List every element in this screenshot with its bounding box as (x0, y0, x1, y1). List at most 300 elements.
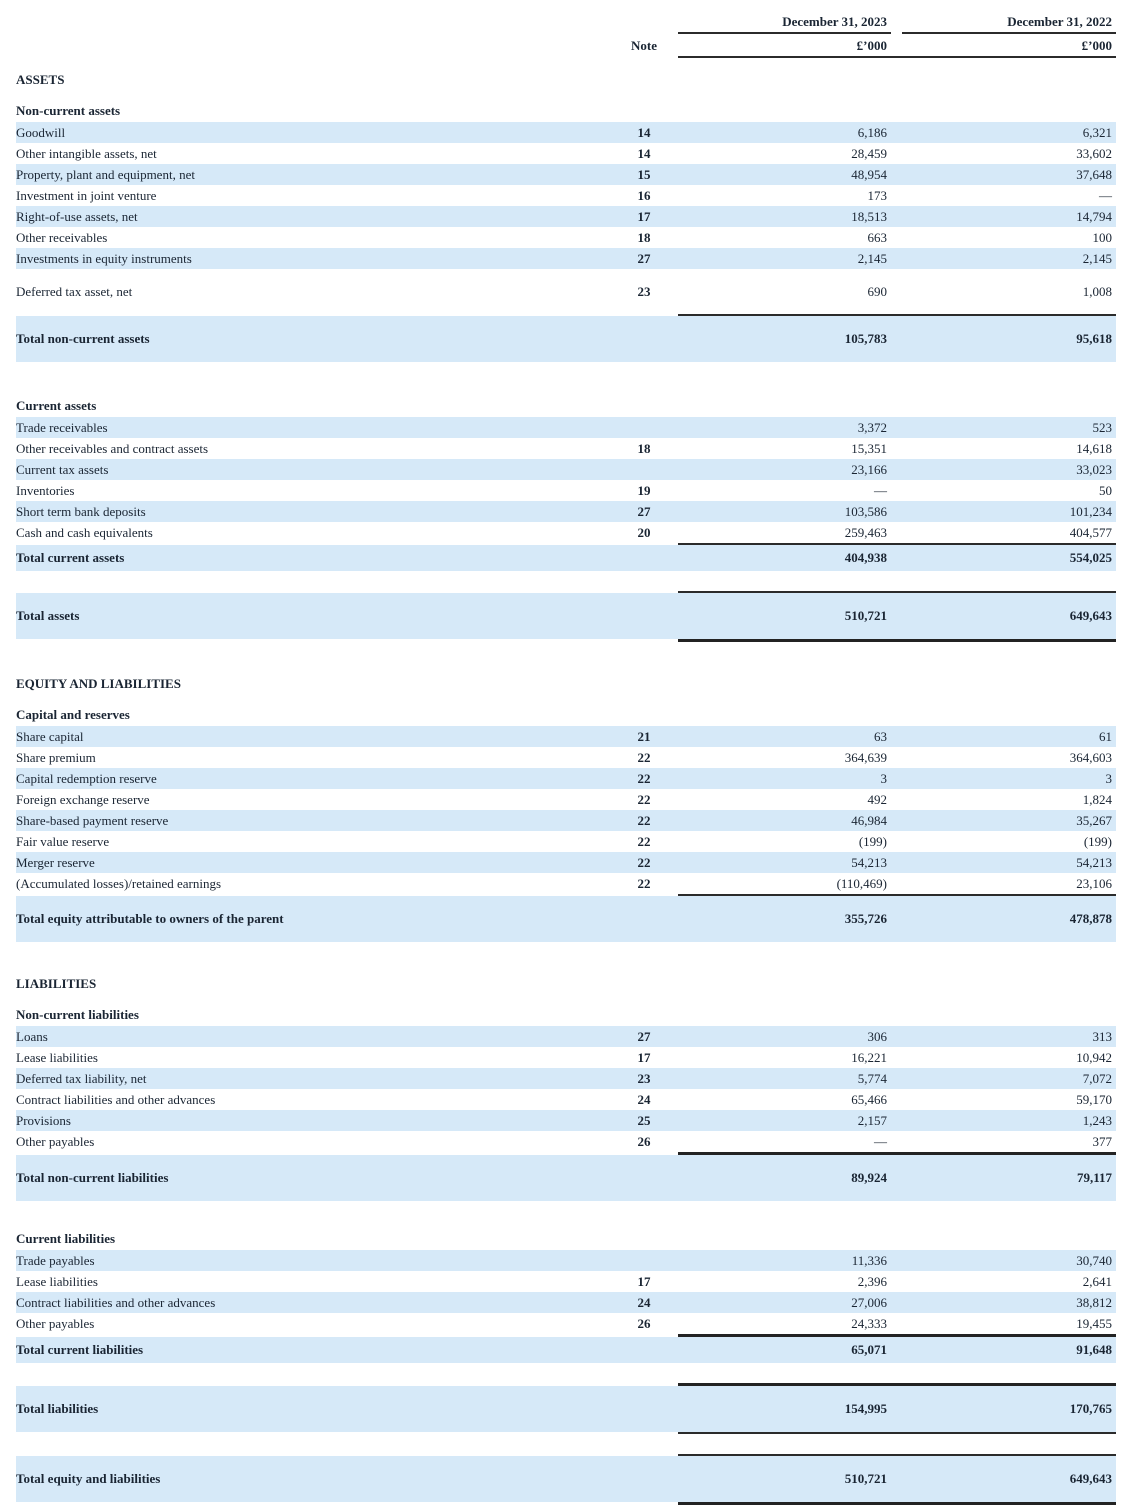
value-2023 (678, 834, 891, 850)
total-label (16, 911, 678, 927)
table-row (16, 164, 1116, 185)
value-2022-text: 35,267 (1076, 812, 1112, 828)
spacer-row (16, 642, 1116, 662)
table-row (16, 1089, 1116, 1110)
note-cell-text: 20 (637, 524, 651, 540)
table-row (16, 417, 1116, 438)
value-2023-text: 89,924 (851, 1170, 887, 1185)
table-row (16, 1026, 1116, 1047)
subsection-header (16, 388, 1116, 417)
row-label (16, 483, 610, 499)
total-row (16, 1386, 1116, 1432)
value-2023-text: 16,221 (851, 1049, 887, 1065)
note-cell-text: 22 (637, 854, 651, 870)
value-2023 (678, 855, 891, 871)
value-2022 (902, 1316, 1116, 1332)
section-title (16, 72, 1116, 88)
value-2023-text: 3,372 (857, 419, 887, 435)
row-label-text: Right-of-use assets, net (16, 208, 138, 224)
row-label (16, 855, 610, 871)
value-2022 (902, 1253, 1116, 1269)
total-label (16, 1342, 678, 1358)
note-cell-text: 19 (637, 482, 651, 498)
note-cell-text: 17 (637, 1273, 651, 1289)
value-2022 (902, 209, 1116, 225)
value-2022-text: 478,878 (1069, 911, 1112, 926)
note-cell-text: 26 (637, 1133, 651, 1149)
value-2022-text: 649,643 (1069, 1471, 1112, 1486)
note-cell-text: 24 (637, 1294, 651, 1310)
value-2023-text: 404,938 (844, 550, 887, 565)
value-2022 (902, 483, 1116, 499)
value-2023-text: 663 (867, 229, 887, 245)
row-label (16, 1295, 610, 1311)
value-2022 (902, 729, 1116, 745)
balance-sheet-rows (16, 58, 1116, 1505)
value-2023 (678, 771, 891, 787)
note-cell-text: 14 (637, 145, 651, 161)
value-2022-text: 554,025 (1069, 550, 1112, 565)
note-cell (610, 855, 678, 871)
value-2022-text: 33,023 (1076, 461, 1112, 477)
table-row (16, 1131, 1116, 1152)
note-column-header-label: Note (631, 38, 657, 53)
total-label-text: Total non-current assets (16, 331, 150, 346)
section-title-text: LIABILITIES (16, 976, 97, 991)
section-title-text: Non-current liabilities (16, 1007, 139, 1022)
table-row (16, 789, 1116, 810)
note-cell (610, 813, 678, 829)
unit-header-2022 (902, 38, 1116, 56)
note-cell (610, 504, 678, 520)
row-label-text: Investments in equity instruments (16, 250, 192, 266)
row-label-text: Other receivables and contract assets (16, 440, 209, 456)
total-row (16, 316, 1116, 362)
total-label (16, 331, 678, 347)
value-2022 (902, 876, 1116, 892)
horizontal-rule (678, 1432, 1116, 1434)
value-2023 (678, 1401, 891, 1417)
value-2022-text: 1,243 (1082, 1112, 1112, 1128)
table-row (16, 1047, 1116, 1068)
section-title (16, 707, 1116, 723)
column-header-2023-label: December 31, 2023 (782, 14, 887, 29)
value-2023-text: — (874, 482, 887, 498)
value-2023-text: 690 (867, 283, 887, 299)
note-cell-text: 27 (637, 1028, 651, 1044)
row-label (16, 1134, 610, 1150)
note-cell-text: 22 (637, 791, 651, 807)
horizontal-rule (678, 591, 1116, 593)
note-cell (610, 125, 678, 141)
note-cell (610, 1092, 678, 1108)
value-2023-text: (199) (858, 833, 887, 849)
table-row (16, 726, 1116, 747)
row-label-text: Contract liabilities and other advances (16, 1294, 216, 1310)
value-2022-text: 649,643 (1069, 608, 1112, 623)
value-2023 (678, 1113, 891, 1129)
total-row (16, 896, 1116, 942)
table-row (16, 873, 1116, 894)
value-2023-text: 23,166 (851, 461, 887, 477)
note-cell-text: 18 (637, 440, 651, 456)
note-cell (610, 167, 678, 183)
note-cell-text: 17 (637, 208, 651, 224)
value-2023 (678, 792, 891, 808)
value-2022-text: 79,117 (1076, 1170, 1112, 1185)
note-cell-text: 16 (637, 187, 651, 203)
value-2022 (902, 1471, 1116, 1487)
value-2022-text: 7,072 (1082, 1070, 1112, 1086)
value-2023 (678, 1274, 891, 1290)
value-2022-text: 33,602 (1076, 145, 1112, 161)
value-2022-text: 61 (1099, 728, 1112, 744)
note-cell (610, 729, 678, 745)
horizontal-rule (678, 894, 1116, 896)
value-2023 (678, 1170, 891, 1186)
row-label-text: Share capital (16, 728, 84, 744)
unit-label-2022: £’000 (1081, 38, 1112, 53)
row-label (16, 525, 610, 541)
row-label (16, 462, 610, 478)
total-label (16, 550, 678, 566)
spacer-row (16, 269, 1116, 281)
note-cell (610, 146, 678, 162)
row-label-text: Current tax assets (16, 461, 109, 477)
section-title (16, 976, 1116, 992)
subsection-header (16, 93, 1116, 122)
value-2023-text: (110,469) (836, 875, 887, 891)
section-title-text: Non-current assets (16, 103, 121, 118)
spacer-row (16, 1434, 1116, 1454)
value-2022-text: 100 (1092, 229, 1112, 245)
row-label-text: Other intangible assets, net (16, 145, 157, 161)
table-row (16, 281, 1116, 302)
value-2022 (902, 167, 1116, 183)
row-label (16, 1050, 610, 1066)
row-label-text: Lease liabilities (16, 1049, 98, 1065)
value-2023-text: 2,145 (857, 250, 887, 266)
value-2022 (902, 608, 1116, 624)
unit-label-2023: £’000 (856, 38, 887, 53)
value-2023 (678, 441, 891, 457)
note-cell (610, 188, 678, 204)
value-2022-text: 30,740 (1076, 1252, 1112, 1268)
column-header-2022 (902, 14, 1116, 34)
row-label-text: Provisions (16, 1112, 71, 1128)
row-label (16, 188, 610, 204)
note-cell (610, 750, 678, 766)
row-label (16, 504, 610, 520)
value-2023-text: 306 (867, 1028, 887, 1044)
row-label-text: Loans (16, 1028, 48, 1044)
table-header (16, 8, 1116, 58)
value-2022 (902, 462, 1116, 478)
unit-header-2023 (678, 38, 891, 56)
value-2023 (678, 1029, 891, 1045)
value-2022-text: (199) (1083, 833, 1112, 849)
row-label-text: Short term bank deposits (16, 503, 146, 519)
value-2023-text: 15,351 (851, 440, 887, 456)
value-2022-text: 313 (1092, 1028, 1112, 1044)
value-2022 (902, 834, 1116, 850)
value-2022-text: 3 (1105, 770, 1112, 786)
value-2022 (902, 1050, 1116, 1066)
section-title-text: EQUITY AND LIABILITIES (16, 676, 181, 691)
value-2023 (678, 876, 891, 892)
note-cell-text: 22 (637, 875, 651, 891)
table-row (16, 143, 1116, 164)
value-2023-text: 492 (867, 791, 887, 807)
row-label (16, 441, 610, 457)
note-cell (610, 230, 678, 246)
value-2023-text: 28,459 (851, 145, 887, 161)
value-2022 (902, 1295, 1116, 1311)
value-2023 (678, 1071, 891, 1087)
value-2023-text: 54,213 (851, 854, 887, 870)
value-2023 (678, 1253, 891, 1269)
note-cell-text: 18 (637, 229, 651, 245)
table-row (16, 122, 1116, 143)
value-2023 (678, 251, 891, 267)
total-label-text: Total non-current liabilities (16, 1170, 169, 1185)
total-label (16, 608, 678, 624)
row-label (16, 1092, 610, 1108)
note-cell (610, 1274, 678, 1290)
row-label (16, 771, 610, 787)
table-row (16, 438, 1116, 459)
value-2022-text: 1,824 (1082, 791, 1112, 807)
row-label (16, 167, 610, 183)
value-2022 (902, 750, 1116, 766)
subsection-header (16, 997, 1116, 1026)
value-2023 (678, 420, 891, 436)
value-2023 (678, 209, 891, 225)
table-row (16, 1110, 1116, 1131)
value-2023-text: 173 (867, 187, 887, 203)
row-label (16, 792, 610, 808)
row-label-text: Investment in joint venture (16, 187, 157, 203)
note-cell-text: 25 (637, 1112, 651, 1128)
value-2022 (902, 813, 1116, 829)
value-2023-text: 11,336 (851, 1252, 887, 1268)
row-label (16, 1071, 610, 1087)
row-label (16, 420, 610, 436)
note-cell (610, 209, 678, 225)
value-2022 (902, 1071, 1116, 1087)
value-2023 (678, 284, 891, 300)
value-2023 (678, 813, 891, 829)
value-2023-text: 18,513 (851, 208, 887, 224)
row-label (16, 125, 610, 141)
table-row (16, 1068, 1116, 1089)
value-2023 (678, 188, 891, 204)
value-2022 (902, 1113, 1116, 1129)
spacer-row (16, 571, 1116, 591)
note-cell (610, 1071, 678, 1087)
table-row (16, 747, 1116, 768)
value-2022-text: 59,170 (1076, 1091, 1112, 1107)
note-cell-text: 21 (637, 728, 651, 744)
value-2023 (678, 608, 891, 624)
value-2023-text: 46,984 (851, 812, 887, 828)
row-label (16, 813, 610, 829)
note-cell (610, 525, 678, 541)
row-label-text: Trade payables (16, 1252, 95, 1268)
value-2023-text: 103,586 (844, 503, 887, 519)
note-cell-text: 17 (637, 1049, 651, 1065)
value-2023-text: 63 (874, 728, 887, 744)
value-2022 (902, 146, 1116, 162)
value-2023 (678, 729, 891, 745)
value-2023-text: 65,071 (851, 1342, 887, 1357)
note-cell (610, 792, 678, 808)
total-row (16, 593, 1116, 639)
spacer-row (16, 1201, 1116, 1221)
spacer-row (16, 1363, 1116, 1383)
spacer-row (16, 942, 1116, 962)
total-row (16, 1155, 1116, 1201)
horizontal-rule (678, 314, 1116, 316)
value-2022-text: 54,213 (1076, 854, 1112, 870)
table-row (16, 480, 1116, 501)
value-2022-text: 6,321 (1082, 124, 1112, 140)
section-title (16, 398, 1116, 414)
row-label (16, 146, 610, 162)
value-2023-text: 48,954 (851, 166, 887, 182)
value-2023-text: 2,157 (857, 1112, 887, 1128)
table-row (16, 227, 1116, 248)
row-label-text: (Accumulated losses)/retained earnings (16, 875, 222, 891)
row-label (16, 1113, 610, 1129)
row-label-text: Foreign exchange reserve (16, 791, 150, 807)
value-2022 (902, 1029, 1116, 1045)
value-2022-text: 23,106 (1076, 875, 1112, 891)
value-2023 (678, 525, 891, 541)
row-label (16, 1029, 610, 1045)
row-label-text: Share premium (16, 749, 96, 765)
table-row (16, 501, 1116, 522)
value-2022-text: 2,641 (1082, 1273, 1112, 1289)
value-2023 (678, 550, 891, 566)
section-title-text: Current liabilities (16, 1231, 116, 1246)
table-row (16, 1271, 1116, 1292)
value-2023 (678, 1134, 891, 1150)
value-2022-text: 101,234 (1069, 503, 1112, 519)
horizontal-rule (678, 639, 1116, 642)
note-cell (610, 1113, 678, 1129)
value-2022 (902, 1092, 1116, 1108)
table-row (16, 1313, 1116, 1334)
total-row (16, 1337, 1116, 1363)
row-label-text: Capital redemption reserve (16, 770, 157, 786)
value-2022 (902, 855, 1116, 871)
note-cell-text: 27 (637, 503, 651, 519)
section-title-text: ASSETS (16, 72, 65, 87)
value-2022-text: 2,145 (1082, 250, 1112, 266)
spacer-row (16, 362, 1116, 388)
value-2022 (902, 441, 1116, 457)
total-label-text: Total current liabilities (16, 1342, 144, 1357)
value-2023-text: 510,721 (844, 1471, 887, 1486)
note-cell (610, 251, 678, 267)
section-title (16, 1231, 1116, 1247)
value-2023 (678, 167, 891, 183)
value-2022 (902, 1274, 1116, 1290)
row-label (16, 750, 610, 766)
value-2023 (678, 1050, 891, 1066)
row-label (16, 1253, 610, 1269)
table-row (16, 768, 1116, 789)
section-header (16, 962, 1116, 997)
value-2023-text: 364,639 (844, 749, 887, 765)
value-2022-text: 1,008 (1082, 283, 1112, 299)
value-2022 (902, 251, 1116, 267)
note-cell (610, 483, 678, 499)
total-label-text: Total assets (16, 608, 80, 623)
table-row (16, 1250, 1116, 1271)
note-cell (610, 1050, 678, 1066)
note-cell-text: 22 (637, 770, 651, 786)
value-2023 (678, 125, 891, 141)
value-2023-text: 2,396 (857, 1273, 887, 1289)
value-2023 (678, 483, 891, 499)
row-label-text: Goodwill (16, 124, 66, 140)
row-label-text: Inventories (16, 482, 75, 498)
value-2023 (678, 230, 891, 246)
note-cell (610, 834, 678, 850)
value-2022-text: 523 (1092, 419, 1112, 435)
value-2022-text: 10,942 (1076, 1049, 1112, 1065)
value-2023-text: 510,721 (844, 608, 887, 623)
row-label-text: Deferred tax liability, net (16, 1070, 147, 1086)
subsection-header (16, 697, 1116, 726)
section-title-text: Capital and reserves (16, 707, 130, 722)
total-label-text: Total current assets (16, 550, 125, 565)
subsection-header (16, 1221, 1116, 1250)
value-2022 (902, 188, 1116, 204)
value-2022-text: 404,577 (1069, 524, 1112, 540)
value-2023-text: 6,186 (857, 124, 887, 140)
value-2023 (678, 1471, 891, 1487)
horizontal-rule (678, 1383, 1116, 1386)
total-row (16, 1456, 1116, 1502)
table-row (16, 185, 1116, 206)
table-row (16, 206, 1116, 227)
note-cell-text: 14 (637, 124, 651, 140)
note-cell (610, 441, 678, 457)
note-cell-text: 24 (637, 1091, 651, 1107)
row-label (16, 230, 610, 246)
value-2022-text: 377 (1092, 1133, 1112, 1149)
row-label (16, 284, 610, 300)
row-label-text: Merger reserve (16, 854, 95, 870)
note-cell-text: 22 (637, 749, 651, 765)
value-2023-text: — (874, 1133, 887, 1149)
value-2023 (678, 462, 891, 478)
value-2023-text: 65,466 (851, 1091, 887, 1107)
row-label-text: Cash and cash equivalents (16, 524, 153, 540)
note-cell (610, 876, 678, 892)
column-header-2022-label: December 31, 2022 (1007, 14, 1112, 29)
note-cell-text: 27 (637, 250, 651, 266)
value-2023 (678, 1316, 891, 1332)
row-label-text: Other payables (16, 1133, 95, 1149)
value-2023 (678, 1342, 891, 1358)
horizontal-rule (678, 1334, 1116, 1337)
value-2023-text: 355,726 (844, 911, 887, 926)
value-2022-text: 95,618 (1076, 331, 1112, 346)
